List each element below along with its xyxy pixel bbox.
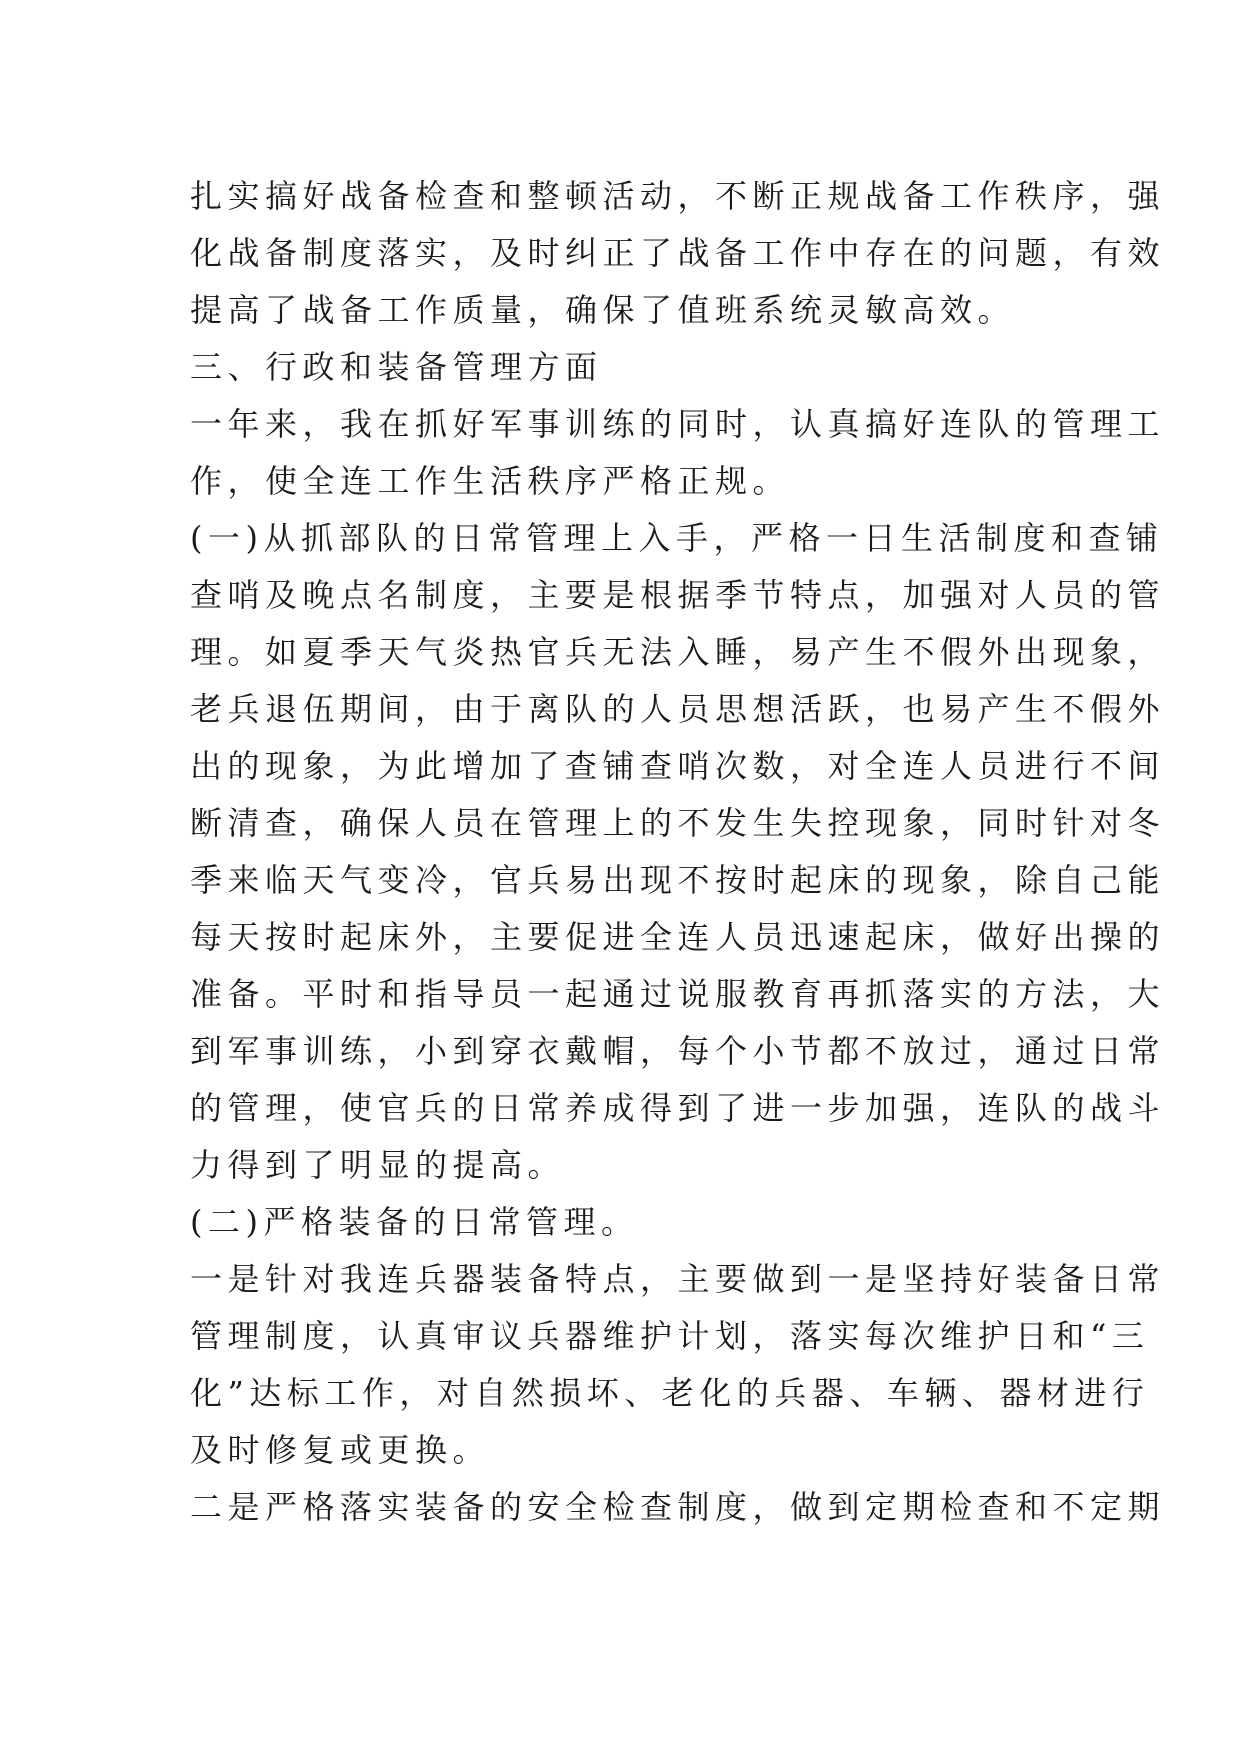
text-line: 扎实搞好战备检查和整顿活动，不断正规战备工作秩序，强 xyxy=(190,177,1166,215)
text-line: 老兵退伍期间，由于离队的人员思想活跃，也易产生不假外 xyxy=(190,690,1166,728)
text-line: 作，使全连工作生活秩序严格正规。 xyxy=(190,462,791,500)
text-line: 一是针对我连兵器装备特点，主要做到一是坚持好装备日常 xyxy=(190,1260,1166,1298)
text-line: 每天按时起床外，主要促进全连人员迅速起床，做好出操的 xyxy=(190,918,1166,956)
text-line: 力得到了明显的提高。 xyxy=(190,1146,566,1184)
text-line: 管理制度，认真审议兵器维护计划，落实每次维护日和“三 xyxy=(190,1317,1150,1355)
subsection-line: (一)从抓部队的日常管理上入手，严格一日生活制度和查铺 xyxy=(190,519,1164,557)
text-line: 及时修复或更换。 xyxy=(190,1431,491,1469)
text-line: 化战备制度落实，及时纠正了战备工作中存在的问题，有效 xyxy=(190,234,1166,272)
text-line: 出的现象，为此增加了查铺查哨次数，对全连人员进行不间 xyxy=(190,747,1166,785)
text-line: 断清查，确保人员在管理上的不发生失控现象，同时针对冬 xyxy=(190,804,1166,842)
text-line: 提高了战备工作质量，确保了值班系统灵敏高效。 xyxy=(190,291,1016,329)
subsection-line: (二)严格装备的日常管理。 xyxy=(190,1203,639,1241)
text-line: 季来临天气变冷，官兵易出现不按时起床的现象，除自己能 xyxy=(190,861,1166,899)
text-line: 到军事训练，小到穿衣戴帽，每个小节都不放过，通过日常 xyxy=(190,1032,1166,1070)
text-line: 化”达标工作，对自然损坏、老化的兵器、车辆、器材进行 xyxy=(190,1374,1150,1412)
text-line: 一年来，我在抓好军事训练的同时，认真搞好连队的管理工 xyxy=(190,405,1166,443)
text-line: 查哨及晚点名制度，主要是根据季节特点，加强对人员的管 xyxy=(190,576,1166,614)
text-line: 二是严格落实装备的安全检查制度，做到定期检查和不定期 xyxy=(190,1488,1166,1526)
text-line: 准备。平时和指导员一起通过说服教育再抓落实的方法，大 xyxy=(190,975,1166,1013)
text-line: 的管理，使官兵的日常养成得到了进一步加强，连队的战斗 xyxy=(190,1089,1166,1127)
section-heading: 三、行政和装备管理方面 xyxy=(190,348,603,386)
text-line: 理。如夏季天气炎热官兵无法入睡，易产生不假外出现象， xyxy=(190,633,1166,671)
